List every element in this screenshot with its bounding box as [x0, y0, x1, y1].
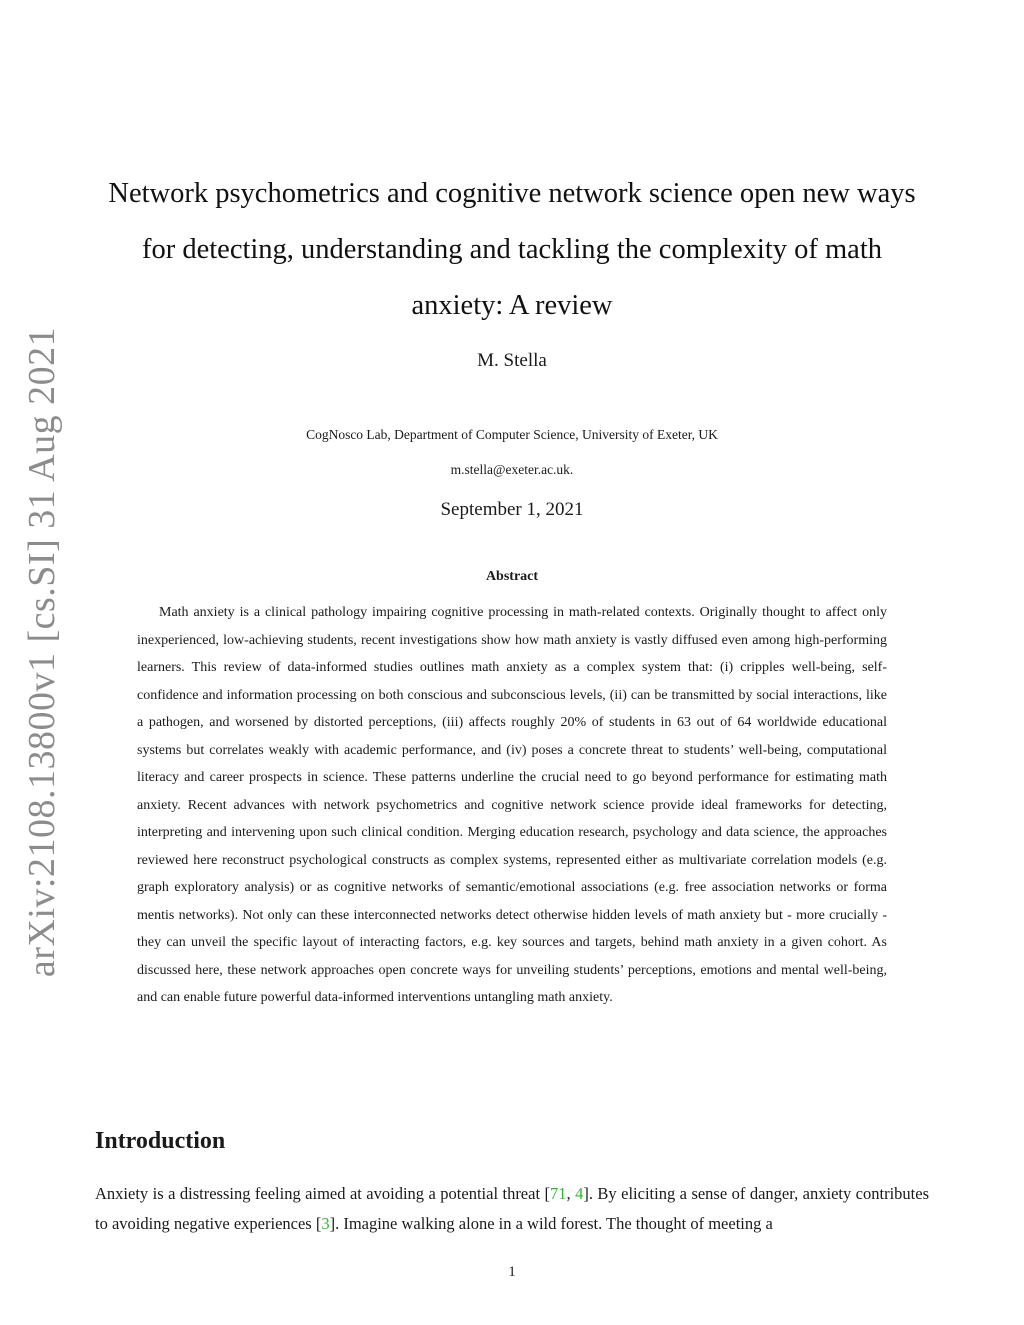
citation-link-3[interactable]: 3: [321, 1214, 330, 1233]
abstract-text: Math anxiety is a clinical pathology impairing cognitive processing in math-related contexts. Originally thought to affect only inexperienced, low-achieving students, recent investigations show how math anxiety is vastly diffused even among high-performing learners. This review of data-informed studies outlines math anxiety as a complex system that: (i) cripples well-being, self-confidence and information processing on both conscious and subconscious levels, (ii) can be transmitted by social interactions, like a pathogen, and worsened by distorted perceptions, (iii) affects roughly 20% of students in 63 out of 64 worldwide educational systems but correlates weakly with academic performance, and (iv) poses a concrete threat to students’ well-being, computational literacy and career prospects in science. These patterns underline the crucial need to go beyond performance for estimating math anxiety. Recent advances with network psychometrics and cognitive network science provide ideal frameworks for detecting, interpreting and intervening upon such clinical condition. Merging education research, psychology and data science, the approaches reviewed here reconstruct psychological constructs as complex systems, represented either as multivariate correlation models (e.g. graph exploratory analysis) or as cognitive networks of semantic/emotional associations (e.g. free association networks or forma mentis networks). Not only can these interconnected networks detect otherwise hidden levels of math anxiety but - more crucially - they can unveil the specific layout of interacting factors, e.g. key sources and targets, behind math anxiety in a given cohort. As discussed here, these network approaches open concrete ways for unveiling students’ perceptions, emotions and mental well-being, and can enable future powerful data-informed interventions untangling math anxiety.: [137, 605, 887, 1005]
abstract-heading: Abstract: [485, 569, 539, 584]
publication-date: September 1, 2021: [440, 499, 584, 520]
citation-link-71[interactable]: 71: [550, 1184, 567, 1203]
paper-title: Network psychometrics and cognitive network science open new ways for detecting, understanding and tackling the complexity of math anxiety: A review: [108, 178, 916, 321]
citation-separator: ,: [566, 1184, 576, 1203]
introduction-heading: Introduction: [95, 1128, 226, 1154]
intro-text-3: ]. Imagine walking alone in a wild forest. The thought of meeting a: [329, 1214, 773, 1233]
author-email: m.stella@exeter.ac.uk.: [450, 462, 574, 477]
intro-text-1: Anxiety is a distressing feeling aimed at avoiding a potential threat [: [95, 1184, 550, 1203]
page-number: 1: [508, 1264, 516, 1280]
citation-link-4[interactable]: 4: [575, 1184, 584, 1203]
intro-text-2: ]. By eliciting a sense of danger, anxiety contributes to avoiding negative experiences [: [95, 1184, 929, 1233]
arxiv-identifier-stamp: arXiv:2108.13800v1 [cs.SI] 31 Aug 2021: [21, 326, 63, 978]
author-name: M. Stella: [477, 350, 547, 371]
author-affiliation: CogNosco Lab, Department of Computer Science, University of Exeter, UK: [306, 427, 718, 442]
introduction-paragraph: [95, 1179, 929, 1239]
